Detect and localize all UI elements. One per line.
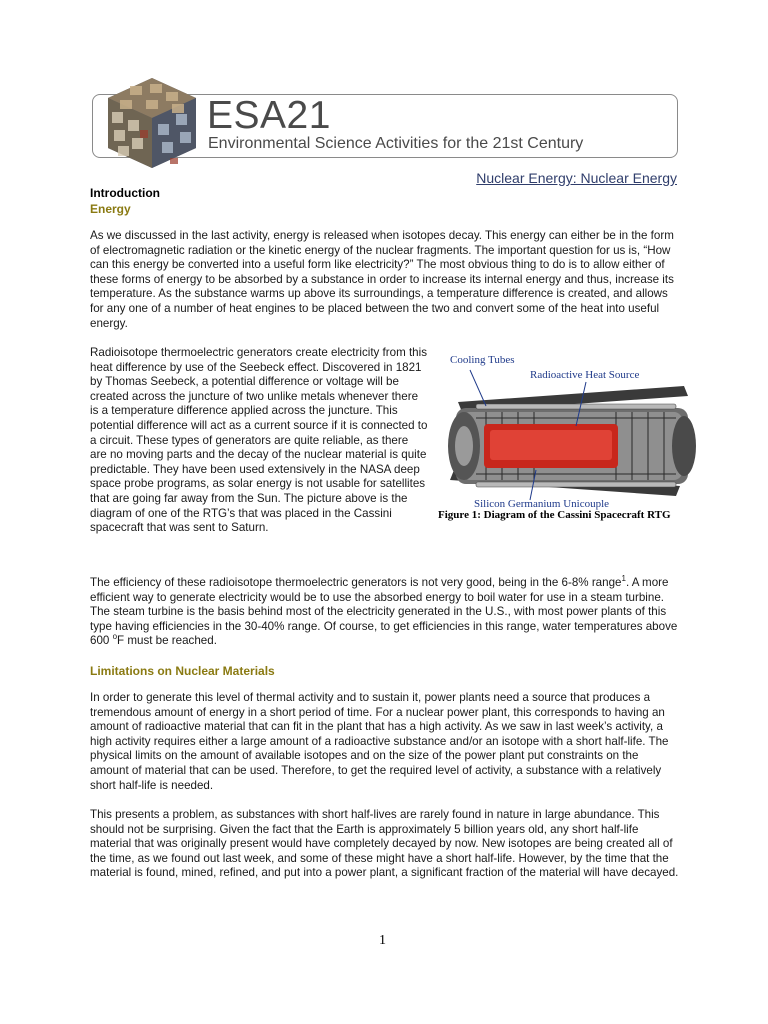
rtg-diagram-figure xyxy=(436,352,708,528)
page-number: 1 xyxy=(379,933,386,948)
section-heading-energy: Energy xyxy=(90,202,131,216)
paragraph-efficiency xyxy=(90,576,680,649)
paragraph-limitations: In order to generate this level of thermal activity and to sustain it, power plants need a source that produces a tremendous amount of energy in a short period of time. For a nuclear power plant, this corresponds to having an amount of radioactive material that can fit in the plant that has a high activity. As we saw in last week’s activity, a high activity requires either a large amount of a radioactive substance and/or an isotope with a short half-life. The physical limits on the amount of available isotopes and on the size of the power plant put constraints on the amount of material that can be used. Therefore, to get the required level of activity, a substance with a relatively short half-life is needed. xyxy=(90,691,669,792)
efficiency-text-part3: F must be reached. xyxy=(117,634,217,648)
label-cooling-tubes: Cooling Tubes xyxy=(450,354,515,366)
paragraph-rtg: Radioisotope thermoelectric generators create electricity from this heat difference by use of the Seebeck effect. Discovered in 1821 by Thomas Seebeck, a potential difference or voltage will be created across the juncture of two unlike metals whenever there is a temperature difference applied across the juncture. This potential difference will act as a current source if it is connected to a circuit. These types of generators are quite reliable, as there are no moving parts and the decay of the nuclear material is quite predictable. They have been used extensively in the NASA deep space probe programs, as solar energy is not usable for satellites that are going far away from the Sun. The picture above is the diagram of one of the RTG’s that was placed in the Cassini spacecraft that was sent to Saturn. xyxy=(90,346,428,535)
esa21-logo-cube-icon xyxy=(100,74,204,172)
figure-caption: Figure 1: Diagram of the Cassini Spacecraft RTG xyxy=(438,509,671,521)
label-radioactive-heat-source: Radioactive Heat Source xyxy=(530,369,640,381)
footnote-marker: 1 xyxy=(621,574,626,584)
section-heading-limitations: Limitations on Nuclear Materials xyxy=(90,664,275,678)
efficiency-text-part1: The efficiency of these radioisotope thermoelectric generators is not very good, being in the 6-8% range xyxy=(90,576,622,589)
paragraph-half-life: This presents a problem, as substances with short half-lives are rarely found in nature in large abundance. This should not be surprising. Given the fact that the Earth is approximately 5 billion years old, any short half-life material that was originally present would have completely decayed by now. New isotopes are being created all of the time, as we found out last week, and some of these might have a short half-life. However, by the time that the material is found, mined, refined, and put into a power plant, a significant fraction of the material will have decayed. xyxy=(90,808,679,880)
degree-marker: o xyxy=(112,632,118,642)
efficiency-text-part2: . A more efficient way to generate electricity would be to use the absorbed energy to boil water for use in a steam turbine. The steam turbine is the basis behind most of the electricity generated in the U.S., with most power plants of this type having efficiencies in the 30-40% range. Of course, to get efficiencies in this range, water temperatures above 600 xyxy=(90,576,678,648)
banner-subtitle: Environmental Science Activities for the 21st Century xyxy=(208,135,584,152)
banner-title: ESA21 xyxy=(207,94,331,137)
section-heading-introduction: Introduction xyxy=(90,186,160,200)
document-title: Nuclear Energy: Nuclear Energy xyxy=(476,170,677,186)
paragraph-energy-intro: As we discussed in the last activity, energy is released when isotopes decay. This energy can either be in the form of electromagnetic radiation or the kinetic energy of the nuclear fragments. The important question for us is, “How can this energy be converted into a useful form like electricity?” The most obvious thing to do is to allow either of these forms of energy to be absorbed by a substance in order to increase its internal energy and thus, increase its temperature. As the substance warms up above its surroundings, a temperature difference is created, and allows for any one of a number of heat engines to be placed between the two and convert some of the heat into useful energy. xyxy=(90,229,674,330)
label-silicon-germanium-unicouple: Silicon Germanium Unicouple xyxy=(474,498,610,510)
